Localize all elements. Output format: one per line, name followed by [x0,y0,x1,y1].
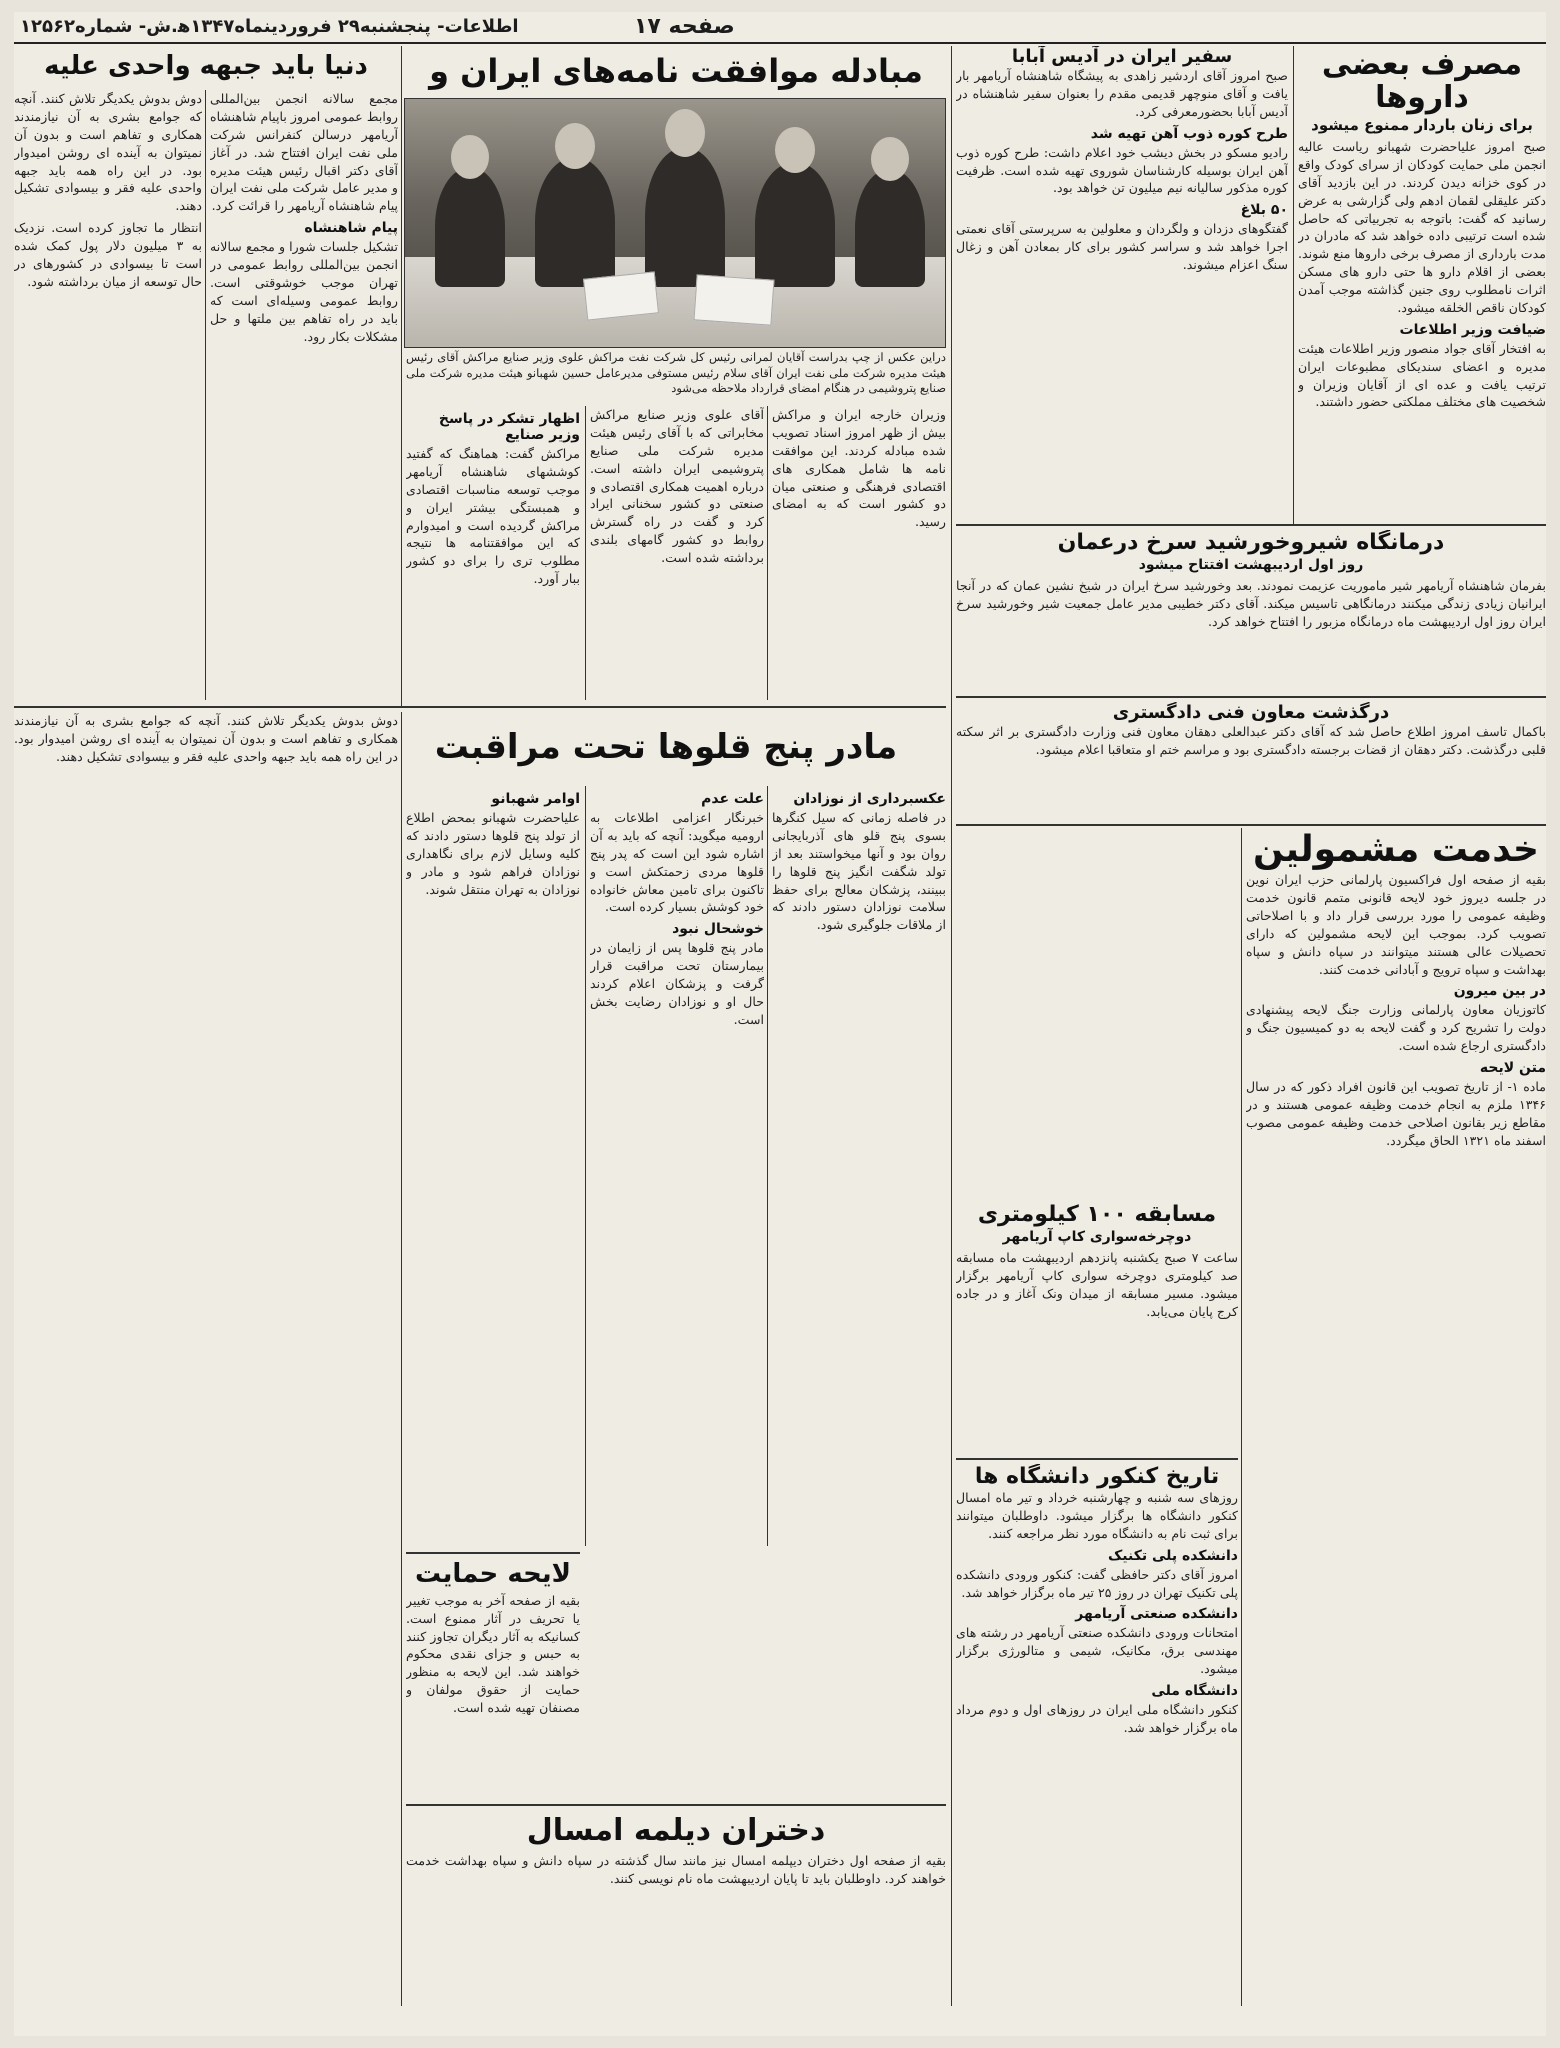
photo-person [855,169,925,287]
photo-person [645,147,725,287]
headline-world-front: دنیا باید جبهه واحدی علیه [44,51,368,81]
body-clinic: بفرمان شاهنشاه آریامهر شیر ماموریت عزیمت نمودند. بعد وخورشید سرخ ایران در شیخ نشین عمان که در آنجا ایرانیان زیادی زندگی میکنند درمانگاهی تاسیس میکند. آقای دکتر خطیبی مدیر عامل جمعیت شیر وخورشید سرخ ایران روز اول اردیبهشت ماه درمانگاه مزبور را افتتاح خواهد کرد. [956,578,1546,629]
body-bicycle-race: ساعت ۷ صبح یکشنبه پانزدهم اردیبهشت ماه مسابقه صد کیلومتری دوچرخه سواری کاپ آریامهر برگزار میشود. مسیر مسابقه از میدان ونک آغاز و در جاده کرج پایان می‌یابد. [956,1250,1238,1319]
article-minister-feast: به افتخار آقای جواد منصور وزیر اطلاعات هیئت مدیره و اعضای سندیکای مطبوعات ایران ترتیب یافت و عده ای از آقایان وزیران و شخصیت های مختلف مملکتی حضور داشتند. [1298,340,1546,410]
body-aryamehr: امتحانات ورودی دانشکده صنعتی آریامهر در رشته های مهندسی برق، مکانیک، شیمی و متالورژی برگزار میشود. [956,1625,1238,1677]
masthead [14,12,1546,44]
body-conscripts-1: کاتوزیان معاون پارلمانی وزارت جنگ لایحه پیشنهادی دولت را تشریح کرد و گفت لایحه به دو کمیسیون جنگ و دادگستری ارجاع شده است. [1246,1002,1546,1054]
article-deputy-death [956,702,1546,820]
subhead-polytechnic: دانشکده پلی تکنیک [1107,1547,1238,1564]
photo-signing-ceremony [404,98,946,348]
newspaper-page [14,12,1546,2036]
main-headline-box [406,46,946,96]
subhead-morocco-thanks: اظهار تشکر در پاسخ وزیر صنایع [438,411,580,443]
morocco-col-b [590,406,764,706]
body-world-continuation: دوش بدوش یکدیگر تلاش کنند. آنچه که جوامع بشری به آن نیازمندند همکاری و تفاهم است و بدون آن نمیتوان به آینده ای روشن امیدوار بود. در این راه همه باید جبهه واحدی علیه فقر و بیسوادی تشکیل دهند. [14,713,398,764]
subhead-empress-orders: اوامر شهبانو [491,791,580,807]
body-morocco-b: آقای علوی وزیر صنایع مراکش مخابراتی که با آقای رئیس هیئت مدیره شرکت ملی صنایع پتروشیمی ایران داشته است. درباره اهمیت همکاری اقتصادی و صنعتی دو کشور سخنانی ایراد کرد و گفت در راه گسترش روابط دو کشور گامهای بلندی برداشته شده است. [590,407,764,565]
body-doctor-d: علیاحضرت شهبانو بمحض اطلاع از تولد پنج قلوها دستور دادند که کلیه وسایل لازم برای نگاهداری نوزادان فراهم شود و مادر و نوزادان به تهران منتقل شوند. [406,810,580,897]
dateline: اطلاعات- پنجشنبه۲۹ فروردینماه۱۳۴۷ه‍.ش- شماره۱۲۵۶۲ [20,16,519,37]
body-doctor-a: در فاصله زمانی که سیل کنگرها بسوی پنج قلو های آذربایجانی روان بود و آنها میخواستند بعد از تولد شگفت انگیز پنج قلوها را ببینند، پزشکان معالج برای حفظ سلامت نوزادان دستور دادند که از ملاقات جلوگیری شود. [772,810,946,933]
subhead-reason: علت عدم [701,791,764,807]
divider [956,524,1546,526]
divider [585,406,586,700]
headline-quintuplets-mother: مادر پنج قلوها تحت مراقبت [434,727,898,767]
article-copyright-bill [406,1558,580,1798]
article-girls-diploma [406,1810,946,2006]
subhead-minister-feast: ضیافت وزیر اطلاعات [1399,321,1546,338]
divider [956,824,1546,826]
doctor-col-c [406,786,580,1546]
divider [767,406,768,700]
headline-bicycle-race: مسابقه ۱۰۰ کیلومتری [977,1202,1217,1227]
divider [401,46,402,706]
article-bicycle-race [956,1202,1238,1452]
headline-ambassador: سفیر ایران در آدیس آبابا [1011,46,1233,67]
body-girls-diploma: بقیه از صفحه اول دختران دیپلمه امسال نیز مانند سال گذشته در سپاه دانش و سپاه بهداشت خدمت خواهند کرد. داوطلبان باید تا پایان اردیبهشت ماه نام نویسی کنند. [406,1853,946,1886]
subhead-newborn-photos: عکسبرداری از نوزادان [793,791,946,807]
subhead-furnace: طرح کوره ذوب آهن تهیه شد [1090,125,1288,142]
photo-person-head [451,135,489,179]
divider [406,1552,580,1554]
morocco-col-c [406,406,580,706]
doctor-headline-box [386,712,946,782]
divider [1241,828,1242,2006]
photo-person-head [871,137,909,181]
article-drugs: صبح امروز علیاحضرت شهبانو ریاست عالیه انجمن ملی حمایت کودکان از سرای کودک واقع در کوی خزانه دیدن کردند. در این بازدید آقای دکتر علیقلی لقمان ادهم ولی گزارشی به عرض رسانید که گفت: باتوجه به تجربیاتی که حاصل شده است ترتیبی داده خواهد شد که مادران در مدت بارداری از مصرف برخی داروها منع شوند. بعضی از اقلام دارو ها حتی دارو های مسکن اثرات نامطلوب روی جنین گذاشته موجب آمدن کودکان ناقص الخلقه میشود. [1298,139,1546,315]
body-national-university: کنکور دانشگاه ملی ایران در روزهای اول و دوم مرداد ماه برگزار خواهد شد. [956,1702,1238,1735]
divider [767,786,768,1546]
headline-deputy-death: درگذشت معاون فنی دادگستری [1112,702,1390,723]
article-clinic [956,530,1546,690]
subhead-vagrants: ۵۰ بلاغ [1240,202,1288,219]
body-vagrants: گفتگوهای دزدان و ولگردان و معلولین به سرپرستی آقای نعمتی اجرا خواهد شد و سراسر کشور برای کار بمعادن آهن و زغال سنگ اعزام میشوند. [956,221,1288,272]
subhead-not-happy: خوشحال نبود [672,921,764,938]
headline-copyright-bill: لایحه حمایت [415,1559,571,1589]
subhead-aryamehr: دانشکده صنعتی آریامهر [1075,1606,1238,1623]
photo-person [435,167,505,287]
page-number: صفحه ۱۷ [634,14,735,39]
world-headline-box [14,46,398,86]
column-ambassador [956,46,1288,522]
divider [951,46,952,2006]
body-world-a: مجمع سالانه انجمن بین‌المللی روابط عمومی امروز باپیام شاهنشاه آریامهر درسالن کنفرانس شرکت ملی نفت ایران افتتاح شد. در آغاز آقای دکتر اقبال رئیس هیئت مدیره و مدیر عامل شرکت ملی نفت ایران پیام شاهنشاه آریامهر را قرائت کرد. [210,91,398,214]
world-col-a [210,90,398,700]
doctor-col-b [590,786,764,1546]
headline-conscripts: خدمت مشمولین [1253,829,1539,870]
body-world-c: دوش بدوش یکدیگر تلاش کنند. آنچه که جوامع بشری به آن نیازمندند همکاری و تفاهم است و بدون آن نمیتوان به آینده ای روشن امیدوار بود. در این راه همه باید جبهه واحدی علیه فقر و بیسوادی تشکیل دهند. [14,91,202,214]
article-conscripts [1246,828,1546,2008]
article-konkur [956,1464,1238,2004]
divider [205,90,206,700]
doctor-col-a [772,786,946,1546]
headline-girls-diploma: دختران دیلمه امسال [526,1813,826,1848]
body-world-d: انتظار ما تجاوز کرده است. نزدیک به ۳ میلیون دلار پول کمک شده است تا بیسوادی در کشورهای در حال توسعه از میان برداشته شود. [14,220,202,289]
body-doctor-b: خبرنگار اعزامی اطلاعات به ارومیه میگوید: آنچه که باید به آن اشاره شود این است که پدر پنج قلوها مردی زحمتکش است و تاکنون برای تامین معاش خانواده خود کوشش بسیار کرده است. [590,810,764,915]
body-morocco-a: وزیران خارجه ایران و مراکش بیش از ظهر امروز اسناد تصویب شده مبادله کردند. این موافقت نامه ها شامل همکاری های اقتصادی فرهنگی و صنعتی میان دو کشور است که به امضای رسید. [772,407,946,530]
photo-person-head [775,127,815,173]
photo-person-head [665,109,705,157]
body-world-b: تشکیل جلسات شورا و مجمع سالانه انجمن بین‌المللی روابط عمومی در تهران موجب خوشوقتی است. روابط عمومی وسیله‌ای است که باید در راه تفاهم بین ملتها و حل مشکلات بکار رود. [210,239,398,344]
divider [956,1458,1238,1460]
body-ambassador: صبح امروز آقای اردشیر زاهدی به پیشگاه شاهنشاه آریامهر بار یافت و آقای منوچهر قدیمی مقدم را بعنوان سفیر شاهنشاه در آدیس آبابا بحضورمعرفی کرد. [956,68,1288,119]
headline-konkur: تاریخ کنکور دانشگاه ها [974,1464,1220,1489]
body-konkur: روزهای سه شنبه و چهارشنبه خرداد و تیر ماه امسال کنکور دانشگاه ها برگزار میشود. داوطلبان میتوانند برای ثبت نام به دانشگاه مورد نظر مراجعه کنند. [956,1490,1238,1541]
subhead-conscripts-1: در بین میرون [1453,983,1546,1000]
divider [1293,46,1294,524]
headline-drugs: مصرف بعضی داروها [1321,47,1523,115]
body-doctor-c: مادر پنج قلوها پس از زایمان در بیمارستان تحت مراقبت قرار گرفت و پزشکان اعلام کردند حال او و نوزادان رضایت بخش است. [590,940,764,1027]
world-continuation [14,712,398,2002]
photo-person [535,157,615,287]
divider [401,712,402,2006]
body-deputy-death: باکمال تاسف امروز اطلاع حاصل شد که آقای دکتر عبدالعلی دهقان معاون فنی وزارت دادگستری بر اثر سکته قلبی درگذشت. دکتر دهقان از قضات برجسته دادگستری بود و مراسم ختم او متعاقبا اعلام میشود. [956,724,1546,757]
subhead-clinic: روز اول اردیبهشت افتتاح میشود [1138,557,1364,573]
body-conscripts: بقیه از صفحه اول فراکسیون پارلمانی حزب ایران نوین در جلسه دیروز خود لایحه قانونی متمم قانون خدمت وظیفه عمومی را مورد بررسی قرار داد و با اصلاحاتی تصویب کرد. بموجب این لایحه مشمولین که دارای تحصیلات عالی هستند میتوانند در سپاه دانش و سپاه بهداشت و سپاه ترویج و آبادانی خدمت کنند. [1246,872,1546,977]
headline-iran-morocco: مبادله موافقت نامه‌های ایران و [429,52,923,90]
photo-caption: دراین عکس از چپ بدراست آقایان لمرانی رئیس کل شرکت نفت مراکش علوی وزیر صنایع مراکش آقای رئیس هیئت مدیره شرکت ملی نفت ایران آقای سلام رئیس مستوفی مدیرعامل حسین شهبانو هیئت مدیره شرکت ملی صنایع پتروشیمی در هنگام امضای قرارداد ملاحظه می‌شود [406,350,946,396]
photo-person [755,162,835,287]
subhead-bicycle-race: دوچرخه‌سواری کاپ آریامهر [1002,1229,1192,1245]
photo-document [693,274,774,325]
divider [406,1804,946,1806]
subhead-conscripts-2: متن لایحه [1479,1060,1546,1077]
subhead-shah-message: پیام شاهنشاه [304,220,398,237]
photo-caption-box [406,350,946,402]
headline-clinic: درمانگاه شیروخورشید سرخ درعمان [1057,530,1445,555]
body-conscripts-2: ماده ۱- از تاریخ تصویب این قانون افراد ذکور که در سال ۱۳۴۶ ملزم به انجام خدمت وظیفه عمومی هستند و در مقاطع زیر بقانون اصلاحی خدمت وظیفه عمومی مصوب اسفند ماه ۱۳۲۱ الحاق میگردد. [1246,1079,1546,1148]
divider [956,696,1546,698]
body-polytechnic: امروز آقای دکتر حافظی گفت: کنکور ورودی دانشکده پلی تکنیک تهران در روز ۲۵ تیر ماه برگزار خواهد شد. [956,1566,1238,1600]
photo-person-head [555,123,595,169]
divider [14,706,946,708]
body-copyright-bill: بقیه از صفحه آخر به موجب تغییر یا تحریف در آثار ممنوع است. کسانیکه به آثار دیگران تجاوز کنند به حبس و جزای نقدی محکوم خواهند شد. این لایحه به منظور حمایت از حقوق مولفان و مصنفان تهیه شده است. [406,1592,580,1716]
world-col-b [14,90,202,700]
photo-document [583,271,659,320]
body-furnace: رادیو مسکو در بخش دیشب خود اعلام داشت: طرح کوره ذوب آهن ایران بوسیله کارشناسان شوروی تهیه شده است. ظرفیت کوره مذکور سالیانه نیم میلیون تن خواهد بود. [956,144,1288,196]
subhead-drugs: برای زنان باردار ممنوع میشود [1311,116,1533,134]
morocco-col-a [772,406,946,706]
divider [585,786,586,1546]
body-morocco-c: مراکش گفت: هماهنگ که گفتید کوششهای شاهنشاه آریامهر موجب توسعه مناسبات اقتصادی و همبستگی بیشتر ایران و مراکش گردیده است و امیدوارم که این موافقتنامه ها نتیجه مطلوب تری را برای دو کشور ببار آورد. [406,446,580,587]
subhead-national-university: دانشگاه ملی [1151,1683,1238,1699]
